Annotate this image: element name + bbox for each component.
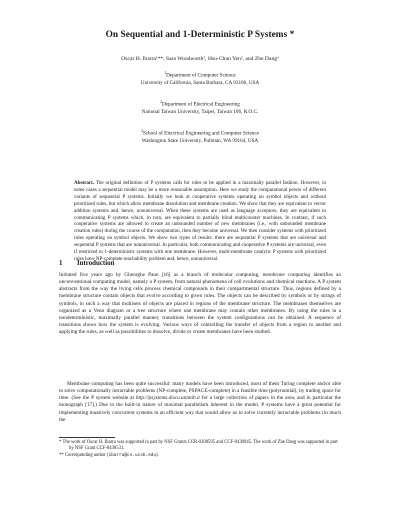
footnote-corresponding — [59, 453, 341, 459]
affiliation-line: Department of Computer Science — [166, 72, 236, 79]
intro-paragraph-2 — [59, 381, 341, 424]
affiliation-line: University of California, Santa Barbara, CA 93106, USA — [140, 80, 260, 87]
paper-title: On Sequential and 1-Deterministic P Systems * — [105, 30, 295, 40]
email-link[interactable]: ibarra@cs.ucsb.edu — [108, 452, 157, 458]
footnote-mark: * — [59, 440, 62, 445]
abstract-label: Abstract. — [74, 180, 95, 186]
author-list: Oscar H. Ibarra¹**, Sara Woodworth¹, Hsu-Chun Yen², and Zhe Dang³ — [121, 56, 279, 62]
affiliation-3 — [0, 128, 400, 146]
footnote-mark: ** — [59, 452, 64, 458]
website-link[interactable]: http://psystems.disco.unimib.it — [135, 395, 200, 402]
footnote-rule — [59, 437, 115, 438]
affiliation-mark: 2 — [160, 100, 162, 104]
affiliation-2 — [0, 99, 400, 117]
section-heading — [59, 260, 114, 267]
intro-paragraph-1 — [59, 272, 341, 336]
footnote-text: ). — [156, 452, 159, 458]
section-title: Introduction — [77, 260, 115, 267]
affiliation-line: Department of Electrical Engineering — [161, 101, 240, 108]
affiliation-line: School of Electrical Engineering and Computer Science — [142, 130, 259, 137]
paragraph-text: for a large collection of papers in the area, and in particular the monograph [17].) Due to the built-in nature of maximal parallelism inherent in the model, P systems have a great potential for implementing massively concurrent systems in an efficient way that would allow us to solve currently intractable problems (in much the — [59, 395, 341, 423]
section-number: 1 — [59, 260, 63, 267]
affiliation-mark: 3 — [141, 129, 143, 133]
paragraph-text: Initiated five years ago by Gheorghe Paun [16] as a branch of molecular computing, — [59, 272, 263, 278]
emphasis-term: membrane computing — [262, 272, 311, 278]
footnote-text: The work of Oscar H. Ibarra was supported in part by NSF Grants CCR-0208595 and CCF-0430945. The work of Zhe Dang was supported in part by NSF Grant CCF-0430531. — [62, 440, 338, 452]
affiliation-mark: 1 — [164, 71, 167, 75]
abstract-text: The original definition of P systems calls for rules to be applied in a maximally parallel fashion. However, in some cases a sequential model may be a more reasonable assumption. Here we study the computational power of different variants of sequential P systems. Initially we look at cooperative systems operating on symbol objects and without prioritized rules, but which allow membrane dissolution and membrane creation. We show that they are equivalent to vector addition systems and, hence, nonuniversal. When these systems are used as language acceptors, they are equivalent to communicating P systems which, in turn, are equivalent to partially blind multicounter machines. In contrast, if such cooperative systems are allowed to create an unbounded number of new membranes (i.e., with unbounded membrane creation rules) during the course of the computation, then they become universal. We then consider systems with prioritized rules operating on symbol objects. We show two types of results: there are sequential P systems that are universal and sequential P systems that are nonuniversal. In particular, both communicating and cooperative P systems are universal, even if restricted to 1-deterministic systems with one membrane. However, multi-membrane catalytic P systems with prioritized rules have NP-complete reachability problem and, hence, nonuniversal. — [74, 180, 327, 262]
footnote-funding — [59, 440, 341, 453]
footnote-text: Corresponding author ( — [64, 452, 109, 458]
paragraph-text: identifies an unconventional computing model, namely a P system, from natural phenomena of cell evolutions and chemical reactions. A P system abstracts from the way the living cells process chemical compounds in their compartmental structure. Thus, regions defined by a membrane structure contain objects that evolve according to given rules. The objects can be described by symbols or by strings of symbols, in such a way that multisets of objects are placed in regions of the membrane structure. The membranes themselves are organized as a Venn diagram or a tree structure where one membrane may contain other membranes. By using the rules in a nondeterministic, maximally parallel manner, transitions between the system configurations can be obtained. A sequence of transitions shows how the system is evolving. Various ways of controlling the transfer of objects from a region to another and applying the rules, as well as possibilities to dissolve, divide or create membranes have been studied. — [59, 272, 341, 336]
affiliation-line: Washington State University, Pullman, WA 99164, USA — [141, 138, 259, 145]
affiliation-1 — [0, 70, 400, 88]
paragraph-text: Membrane computing has been quite successful: many models have been introduced, most of them Turing complete and/or able to solve computationally intractable problems (NP-complete, PSPACE-complete) in a feasible time (polynomial), by trading space for time. (See the P system website at — [59, 381, 341, 402]
footnotes — [59, 440, 341, 459]
abstract — [74, 180, 326, 263]
affiliation-line: National Taiwan University, Taipei, Taiwan 106, R.O.C. — [141, 109, 259, 116]
